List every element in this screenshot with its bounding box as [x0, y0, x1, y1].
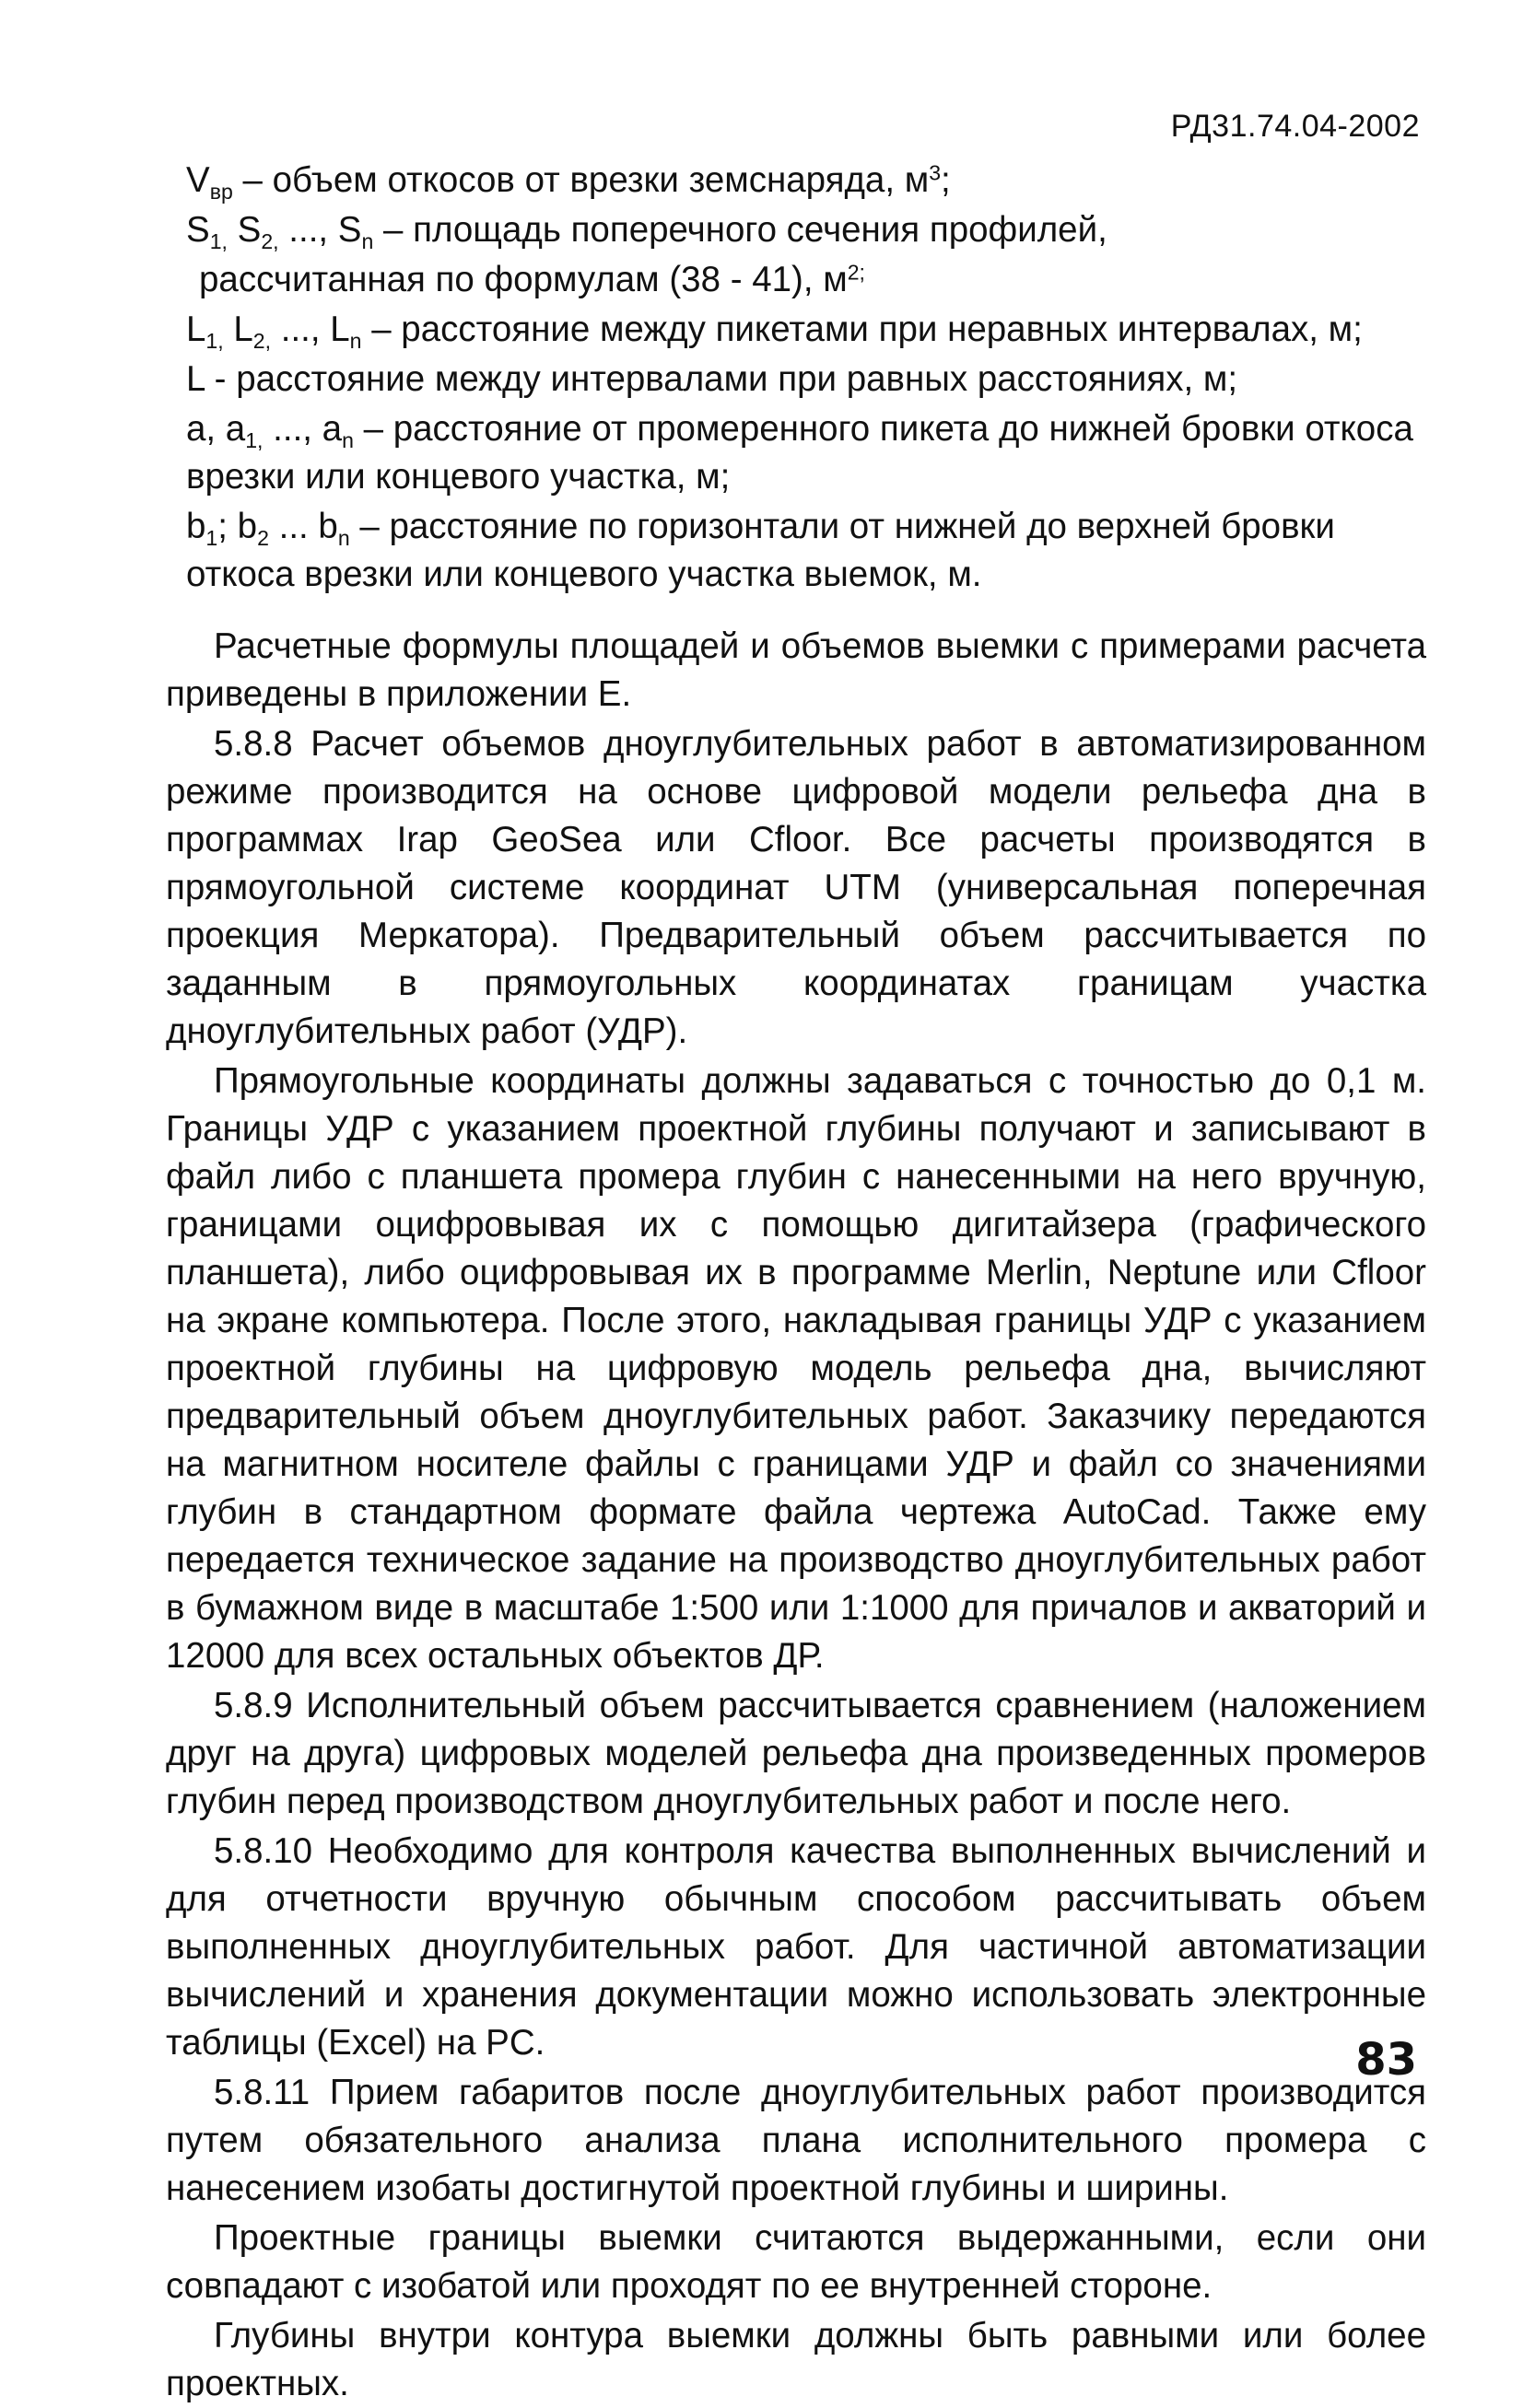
definition-l: $L_{1,}$ $L_{2,}$ ..., $L_n$ – расстояние между пикетами при неравных интервалах, м;: [186, 310, 1363, 354]
definition-l-equal: L - расстояние между интервалами при равных расстояниях, м;: [186, 359, 1238, 399]
definition-s: $S_{1,}$ $S_{2,}$ ..., $S_n$ – площадь поперечного сечения профилей,: [186, 210, 1107, 254]
definition-s-continued: рассчитанная по формулам (38 - 41), $м^{2;}$: [199, 260, 865, 299]
paragraph-5-8-10: 5.8.10 Необходимо для контроля качества выполненных вычислений и для отчетности вручную обычным способом рассчитывать объем выполненных дноуглубительных работ. Для частичной автоматизации вычислений и хранения документации можно использовать электронные таблицы (Excel) на PC.: [166, 1831, 1426, 2063]
paragraph-5-8-8: 5.8.8 Расчет объемов дноуглубительных работ в автоматизированном режиме производится на основе цифровой модели рельефа дна в программах Irap GeoSea или Cfloor. Все расчеты производятся в прямоугольной системе координат UTM (универсальная поперечная проекция Меркатора). Предварительный объем рассчитывается по заданным в прямоугольных координатах границам участка дноуглубительных работ (УДР).: [166, 724, 1426, 1051]
paragraph-5-8-11: 5.8.11 Прием габаритов после дноуглубительных работ производится путем обязательного анализа плана исполнительного промера с нанесением изобаты достигнутой проектной глубины и ширины.: [166, 2073, 1426, 2208]
paragraph-5-8-9: 5.8.9 Исполнительный объем рассчитывается сравнением (наложением друг на друга) цифровых моделей рельефа дна произведенных промеров глубин перед производством дноуглубительных работ и после него.: [166, 1686, 1426, 1821]
definition-b: $b_1$; $b_2$ ... $b_n$ – расстояние по горизонтали от нижней до верхней бровки откоса врезки или концевого участка выемок, м.: [186, 507, 1335, 594]
symbol-definitions: [186, 157, 1426, 599]
document-code: РД31.74.04-2002: [1170, 109, 1420, 144]
definition-a: a, $a_{1,}$ ..., $a_n$ – расстояние от промеренного пикета до нижней бровки откоса врезки или концевого участка, м;: [186, 409, 1413, 497]
paragraph-formulas-note: Расчетные формулы площадей и объемов выемки с примерами расчета приведены в приложении Е.: [166, 626, 1426, 714]
paragraph-coordinates: Прямоугольные координаты должны задаваться с точностью до 0,1 м. Границы УДР с указанием проектной глубины получают и записывают в файл либо с планшета промера глубин с нанесенными на него вручную, границами оцифровывая их с помощью дигитайзера (графического планшета), либо оцифровывая их в программе Merlin, Neptune или Cfloor на экране компьютера. После этого, накладывая границы УДР с указанием проектной глубины на цифровую модель рельефа дна, вычисляют предварительный объем дноуглубительных работ. Заказчику передаются на магнитном носителе файлы с границами УДР и файл со значениями глубин в стандартном формате файла чертежа AutoCad. Также ему передается техническое задание на производство дноуглубительных работ в бумажном виде в масштабе 1:500 или 1:1000 для причалов и акваторий и 12000 для всех остальных объектов ДР.: [166, 1061, 1426, 1676]
page-content: [166, 157, 1426, 2408]
paragraph-depths: Глубины внутри контура выемки должны быть равными или более проектных.: [166, 2316, 1426, 2403]
definition-vvr: $V_{вр}$ – объем откосов от врезки земснаряда, $м^3$;: [186, 160, 951, 205]
page-number: 83: [1355, 2034, 1417, 2086]
paragraph-boundaries: Проектные границы выемки считаются выдержанными, если они совпадают с изобатой или проходят по ее внутренней стороне.: [166, 2218, 1426, 2306]
